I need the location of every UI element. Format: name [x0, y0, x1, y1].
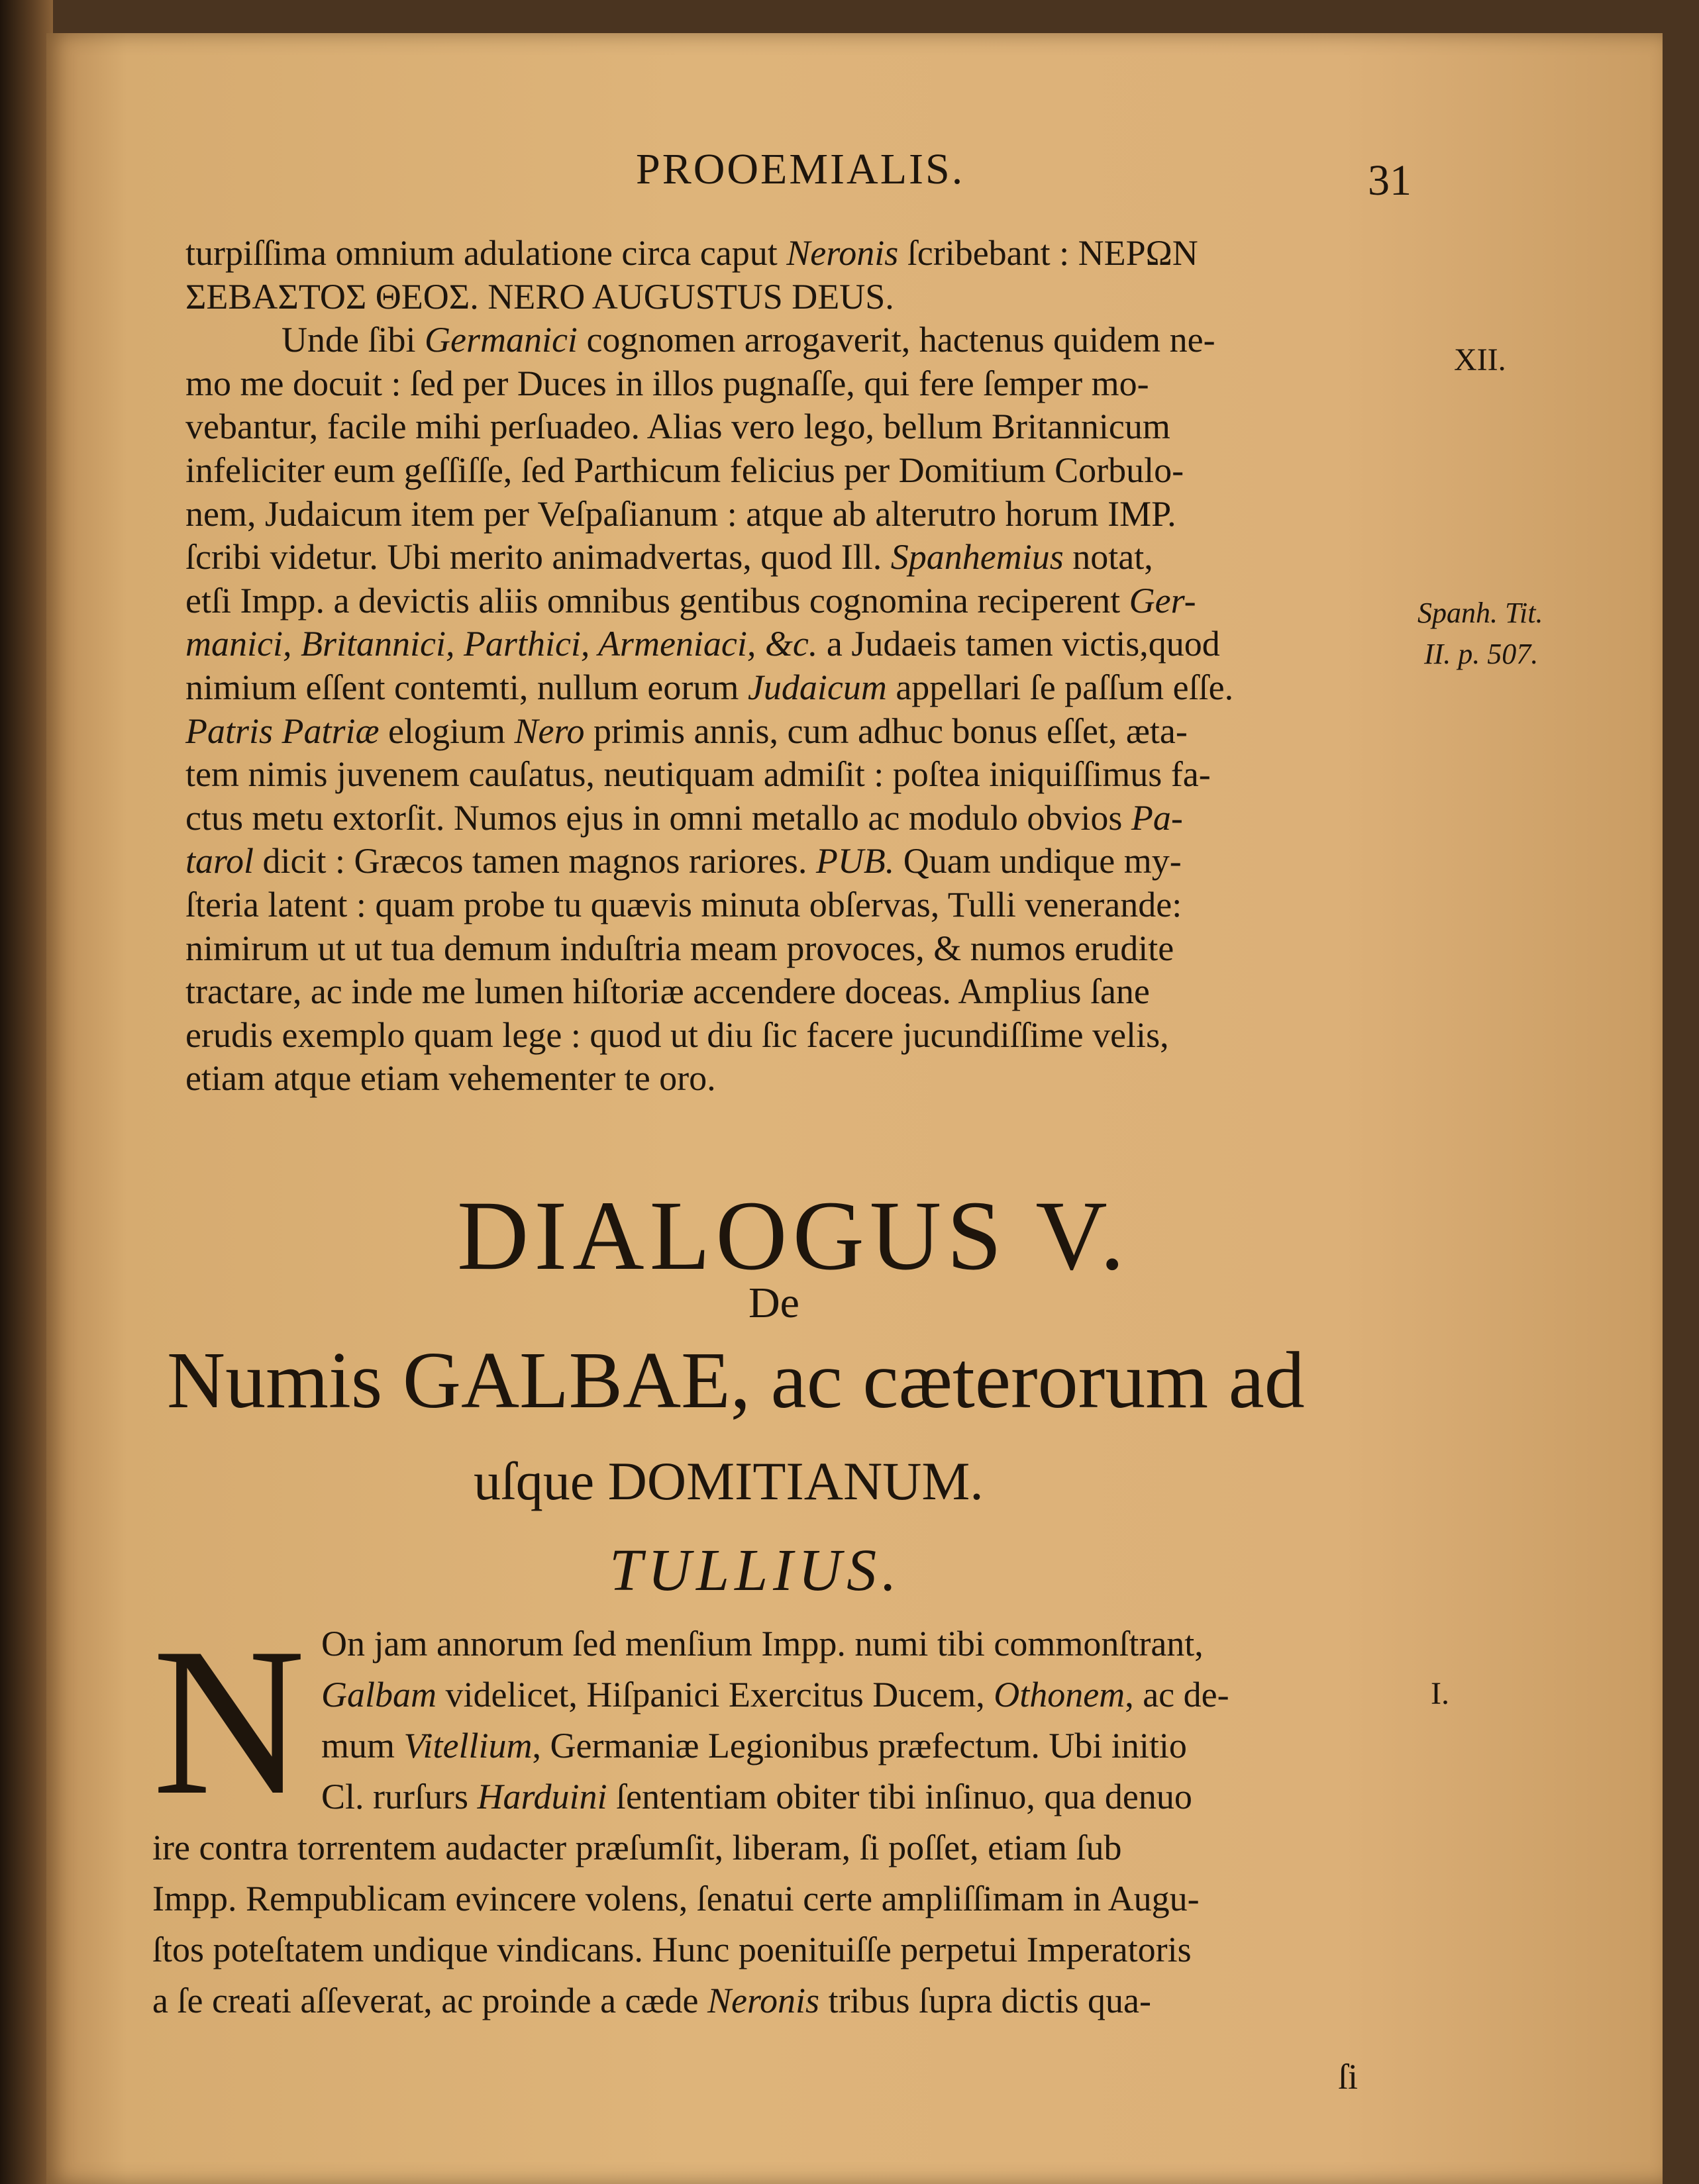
text-line [185, 840, 1182, 882]
text-line [185, 275, 894, 318]
text-run: tem nimis juvenem cauſatus, neutiquam admiſit : poſtea iniquiſſimus fa- [185, 754, 1211, 795]
text-run: cognomen arrogaverit, hactenus quidem ne- [577, 320, 1215, 360]
text-line [152, 1928, 1192, 1971]
text-run: tractare, ac inde me lumen hiſtoriæ accendere doceas. Amplius ſane [185, 971, 1150, 1012]
text-line [321, 1775, 1192, 1818]
page-number: 31 [1368, 156, 1412, 205]
text-run: mo me docuit : ſed per Duces in illos pugnaſſe, qui fere ſemper mo- [185, 363, 1149, 403]
text-line [321, 1724, 1187, 1767]
speaker-name: TULLIUS. [609, 1538, 902, 1603]
margin-reference-line-2: II. p. 507. [1424, 638, 1539, 670]
text-line [185, 666, 1233, 709]
text-line [185, 927, 1174, 969]
text-line [185, 579, 1196, 622]
text-run: nem, Judaicum item per Veſpaſianum : atque ab alterutro horum IMP. [185, 493, 1176, 534]
text-run: infeliciter eum geſſiſſe, ſed Parthicum felicius per Domitium Corbulo- [185, 450, 1184, 490]
italic-text: Othonem [994, 1675, 1125, 1714]
dialogue-subject-line-1: Numis GALBAE, ac cæterorum ad [167, 1336, 1305, 1425]
italic-text: Germanici [424, 320, 578, 360]
text-line [185, 970, 1150, 1013]
text-run: ire contra torrentem audacter præſumſit, liberam, ſi poſſet, etiam ſub [152, 1828, 1122, 1867]
text-run: dicit : Græcos tamen magnos rariores. [254, 841, 816, 881]
text-run: a ſe creati aſſeverat, ac proinde a cæde [152, 1981, 708, 2020]
text-run: etiam atque etiam vehementer te oro. [185, 1058, 716, 1099]
italic-text: Vitellium [403, 1726, 533, 1765]
text-run: ſcribi videtur. Ubi merito animadvertas, quod Ill. [185, 537, 891, 577]
text-line [185, 710, 1188, 752]
dialogue-de: De [748, 1279, 799, 1327]
text-line [185, 405, 1170, 448]
text-line [185, 232, 1198, 274]
catchword: ſi [1338, 2057, 1359, 2097]
text-run: Cl. rurſurs [321, 1777, 478, 1816]
text-run: ctus metu extorſit. Numos ejus in omni metallo ac modulo obvios [185, 797, 1131, 838]
text-run: primis annis, cum adhuc bonus eſſet, æta- [584, 711, 1188, 751]
text-run: appellari ſe paſſum eſſe. [886, 668, 1234, 707]
text-run: Unde ſibi [282, 320, 425, 360]
text-run: nimium eſſent contemti, nullum eorum [185, 668, 748, 707]
text-run: Impp. Rempublicam evincere volens, ſenatui certe ampliſſimam in Augu- [152, 1879, 1200, 1918]
text-line [321, 1622, 1204, 1665]
text-line [152, 1979, 1151, 2022]
text-run: etſi Impp. a devictis aliis omnibus gentibus cognomina reciperent [185, 580, 1129, 620]
margin-section-number-xii: XII. [1454, 342, 1506, 377]
italic-text: Ger- [1129, 580, 1196, 620]
italic-text: tarol [185, 841, 254, 881]
text-run: mum [321, 1726, 404, 1765]
text-run: turpiſſima omnium adulatione circa caput [185, 233, 787, 273]
text-line [185, 449, 1184, 491]
book-page [46, 33, 1663, 2184]
text-run: ſcribebant : ΝΕΡΩΝ [898, 233, 1198, 273]
text-line [185, 797, 1183, 839]
text-line [185, 362, 1149, 405]
text-run: erudis exemplo quam lege : quod ut diu ſic facere jucundiſſime velis, [185, 1015, 1169, 1055]
italic-text: Spanhemius [890, 537, 1064, 577]
text-line [282, 319, 1215, 361]
italic-text: Harduini [477, 1777, 607, 1816]
text-run: ſententiam obiter tibi inſinuo, qua denuo [607, 1777, 1192, 1816]
text-line [185, 883, 1182, 926]
text-line [185, 622, 1220, 665]
text-run: , ac de- [1125, 1675, 1229, 1714]
text-run: notat, [1063, 537, 1153, 577]
text-run: On jam annorum ſed menſium Impp. numi tibi commonſtrant, [321, 1624, 1204, 1663]
italic-text: Patris Patriæ [185, 711, 380, 751]
text-line [321, 1673, 1229, 1716]
text-run: videlicet, Hiſpanici Exercitus Ducem, [437, 1675, 994, 1714]
margin-section-number-i: I. [1431, 1676, 1449, 1711]
text-line [185, 753, 1211, 795]
dialogue-subject-line-2: uſque DOMITIANUM. [474, 1451, 984, 1511]
text-run: Quam undique my- [894, 841, 1182, 881]
text-line [152, 1826, 1122, 1869]
italic-text: Neronis [786, 233, 899, 273]
text-run: tribus ſupra dictis qua- [819, 1981, 1151, 2020]
italic-text: Neronis [707, 1981, 820, 2020]
text-run: , Germaniæ Legionibus præfectum. Ubi initio [532, 1726, 1187, 1765]
text-run: ΣΕΒΑΣΤΟΣ ΘΕΟΣ. NERO AUGUSTUS DEUS. [185, 276, 894, 317]
text-run: a Judaeis tamen victis,quod [817, 624, 1220, 664]
text-line [185, 1014, 1169, 1056]
italic-text: Judaicum [747, 668, 887, 707]
text-run: nimirum ut ut tua demum induſtria meam provoces, & numos erudite [185, 928, 1174, 968]
text-run: vebantur, facile mihi perſuadeo. Alias vero lego, bellum Britannicum [185, 407, 1170, 447]
text-run: elogium [379, 711, 515, 751]
text-run: ſteria latent : quam probe tu quævis minuta obſervas, Tulli venerande: [185, 885, 1182, 924]
italic-text: Nero [514, 711, 585, 751]
italic-text: Galbam [321, 1675, 437, 1714]
text-line [152, 1877, 1200, 1920]
book-gutter [0, 0, 53, 2184]
running-title: PROOEMIALIS. [636, 145, 965, 193]
text-line [185, 536, 1153, 578]
drop-cap-initial: N [152, 1605, 306, 1839]
text-line [185, 493, 1176, 535]
italic-text: Pa- [1131, 797, 1183, 838]
italic-text: manici, Britannici, Parthici, Armeniaci, &c. [185, 624, 818, 664]
margin-reference-line-1: Spanh. Tit. [1417, 597, 1543, 629]
text-line [185, 1057, 716, 1099]
text-run: ſtos poteſtatem undique vindicans. Hunc poenituiſſe perpetui Imperatoris [152, 1930, 1192, 1969]
italic-text: PUB. [815, 841, 895, 881]
dialogue-heading: DIALOGUS V. [457, 1181, 1130, 1291]
